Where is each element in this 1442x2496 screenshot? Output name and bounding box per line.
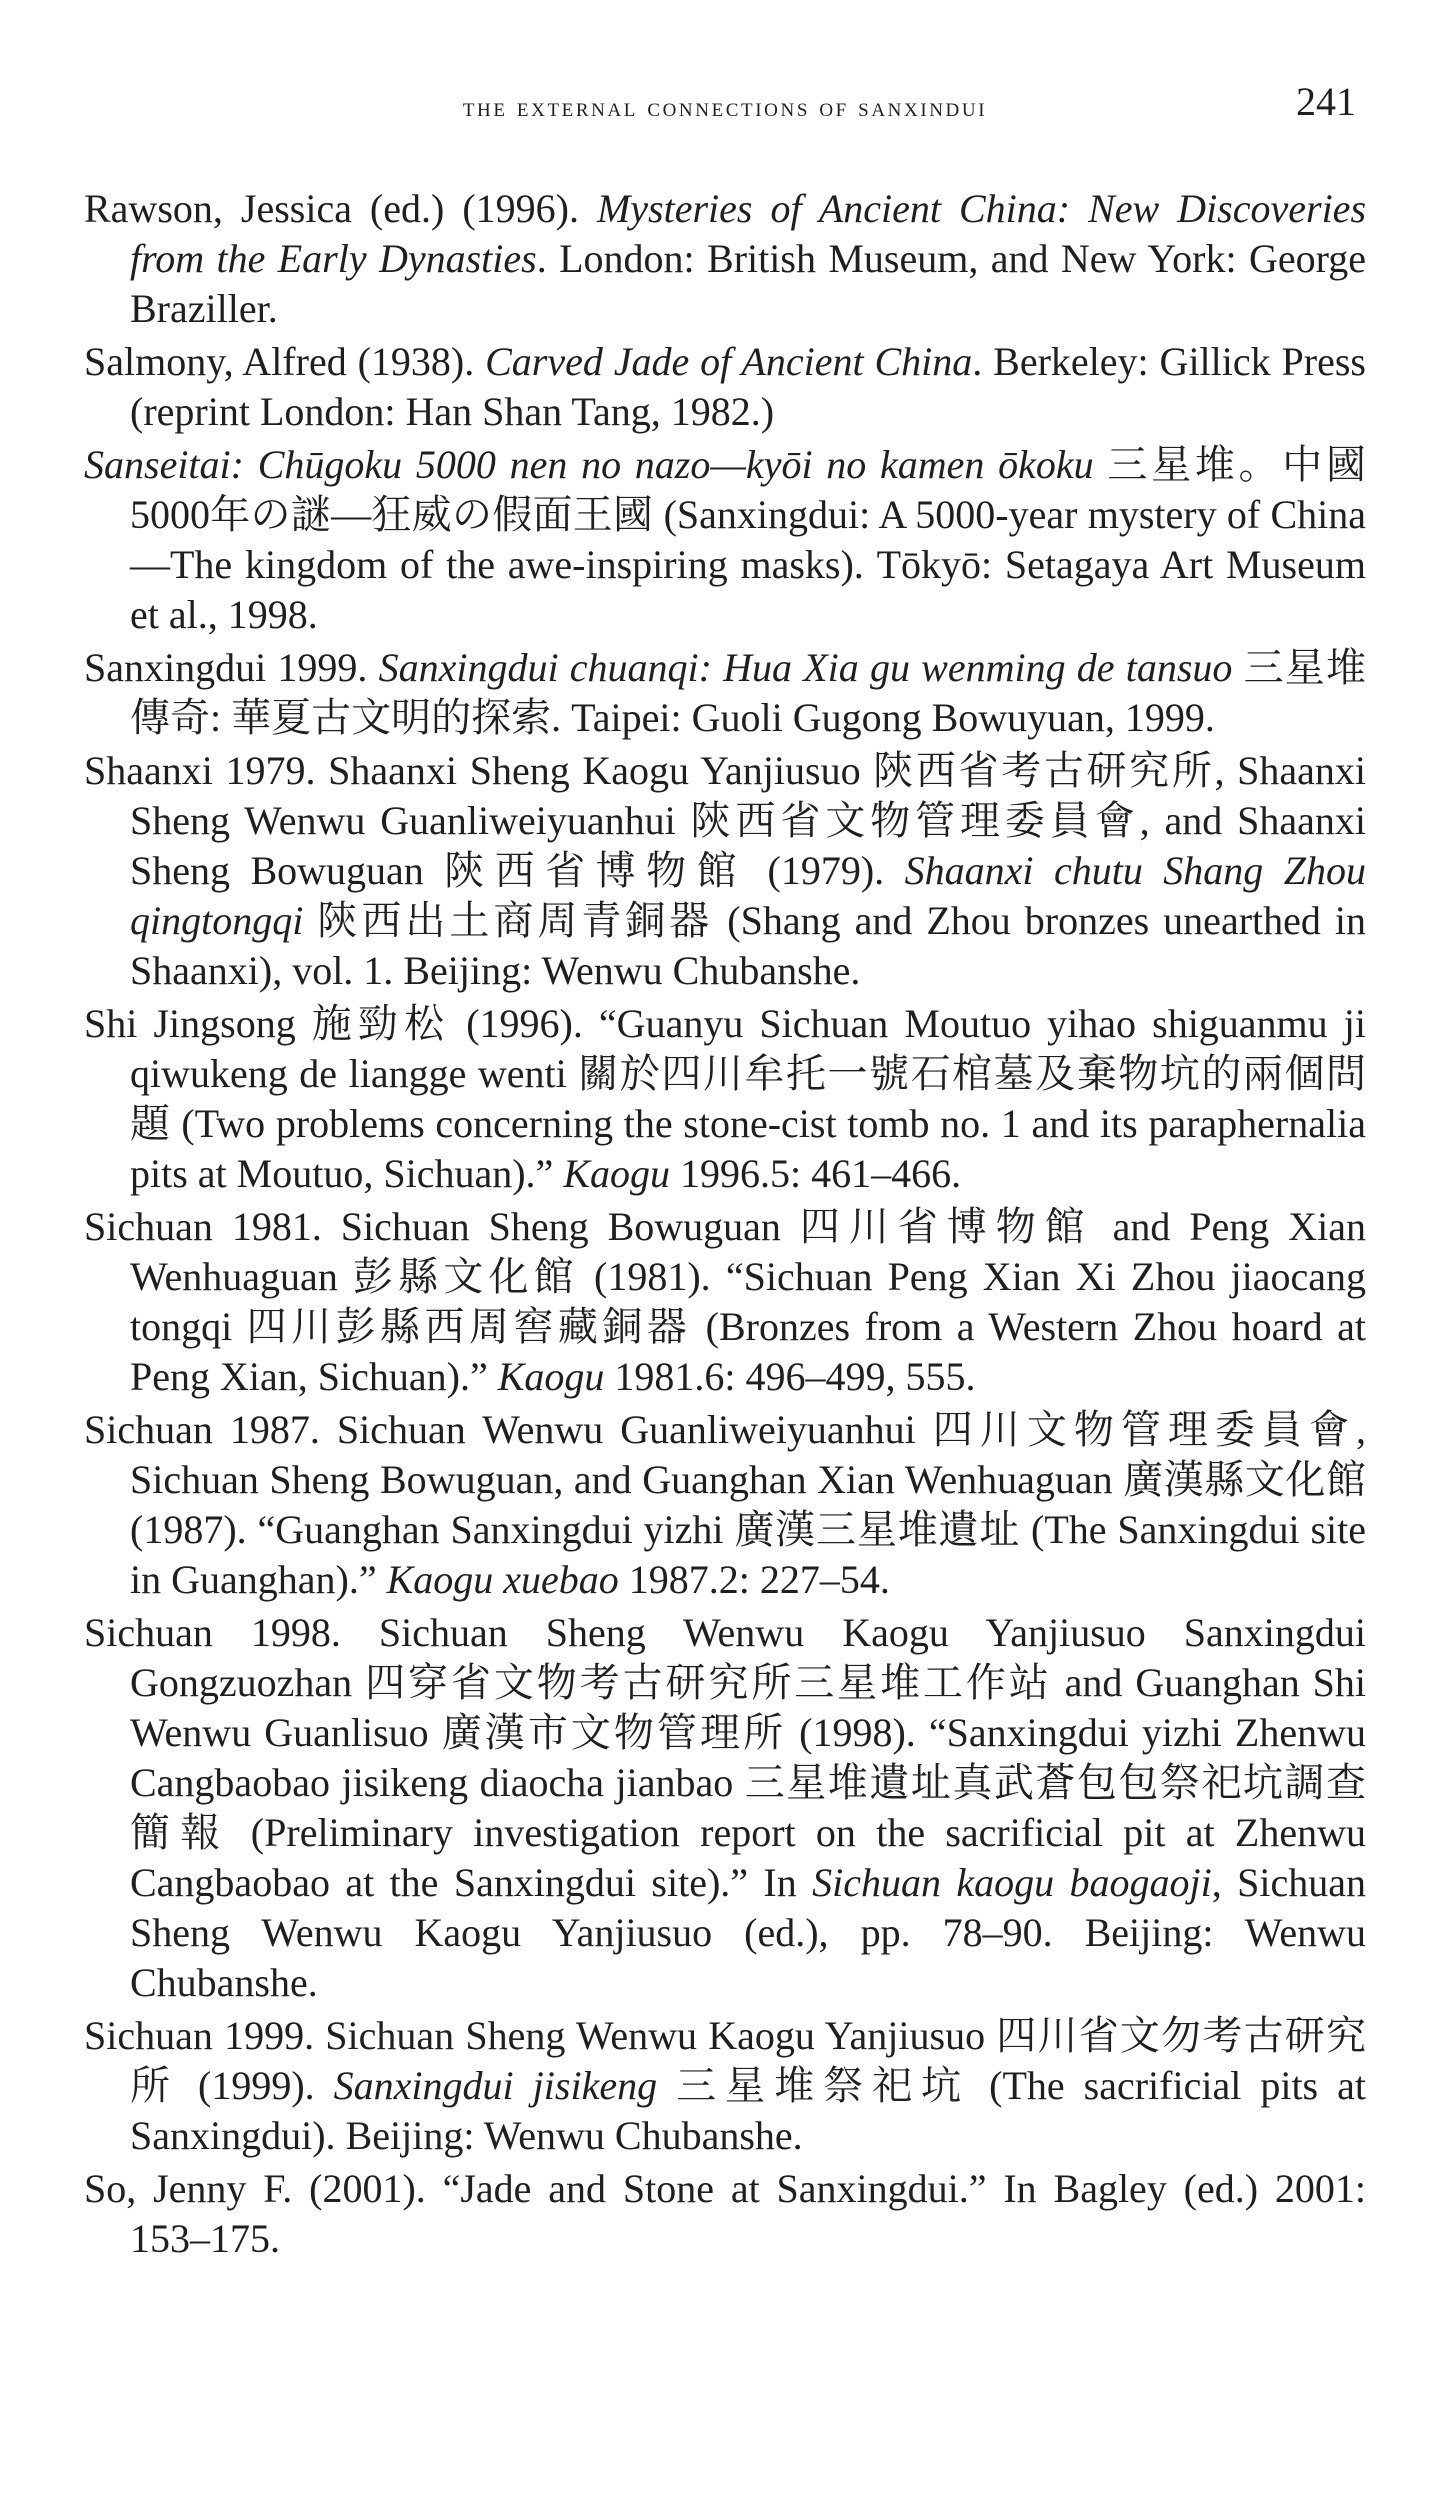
reference-text: Shi Jingsong 施勁松 (1996). “Guanyu Sichuan Moutuo yihao shiguanmu ji qiwukeng de liangge wenti 關於四川牟托一號石棺墓及棄物坑的兩個問題 (Two problems concerning the stone-cist tomb no. 1 and its paraphernalia pits at Moutuo, Sichuan).” (84, 1001, 1366, 1196)
reference-text: 1996.5: 461–466. (669, 1151, 962, 1196)
reference-text: 三星堆。中國5000年の謎—狂威の假面王國 (Sanxingdui: A 5000-year mystery of China—The kingdom of the awe-inspiring masks). Tōkyō: Setagaya Art Museum et al., 1998. (130, 442, 1366, 637)
reference-title: Sanxingdui chuanqi: Hua Xia gu wenming de tansuo (378, 645, 1233, 690)
reference-text: Salmony, Alfred (1938). (84, 339, 486, 384)
reference-text: Sichuan 1987. Sichuan Wenwu Guanliweiyuanhui 四川文物管理委員會, Sichuan Sheng Bowuguan, and Guanghan Xian Wenhuaguan 廣漢縣文化館 (1987). “Guanghan Sanxingdui yizhi 廣漢三星堆遺址 (The Sanxingdui site in Guanghan).” (84, 1407, 1366, 1602)
reference-entry (84, 746, 1366, 996)
running-title: the external connections of sanxindui (462, 92, 988, 122)
reference-title: Sanseitai: Chūgoku 5000 nen no nazo—kyōi no kamen ōkoku (84, 442, 1094, 487)
reference-entry (84, 1202, 1366, 1402)
reference-title: Kaogu (497, 1354, 605, 1399)
reference-title: Mysteries of Ancient China: New Discoveries from the Early Dynasties (130, 186, 1367, 281)
reference-title: Kaogu xuebao (386, 1557, 619, 1602)
reference-text: 三星堆祭祀坑 (The sacrificial pits at Sanxingdui). Beijing: Wenwu Chubanshe. (130, 2063, 1367, 2158)
reference-text: 1981.6: 496–499, 555. (604, 1354, 976, 1399)
reference-title: Sanxingdui jisikeng (333, 2063, 658, 2108)
reference-title: Kaogu (563, 1151, 670, 1196)
reference-text: Sichuan 1998. Sichuan Sheng Wenwu Kaogu Yanjiusuo Sanxingdui Gongzuozhan 四穿省文物考古研究所三星堆工作站 and Guanghan Shi Wenwu Guanlisuo 廣漢市文物管理所 (1998). “Sanxingdui yizhi Zhenwu Cangbaobao jisikeng diaocha jianbao 三星堆遺址真武蒼包包祭祀坑調查簡報 (Preliminary investigation report on the sacrificial pit at Zhenwu Cangbaobao at the Sanxingdui site).” In (84, 1610, 1366, 1905)
reference-entry (84, 999, 1366, 1199)
reference-title: Carved Jade of Ancient China (485, 339, 973, 384)
reference-entry (84, 440, 1366, 640)
reference-text: 1987.2: 227–54. (618, 1557, 890, 1602)
reference-list (84, 184, 1366, 2267)
reference-entry (84, 2011, 1366, 2161)
reference-text: Rawson, Jessica (ed.) (1996). (84, 186, 597, 231)
reference-entry (84, 337, 1366, 437)
reference-entry (84, 2164, 1366, 2264)
reference-text: 陝西出土商周青銅器 (Shang and Zhou bronzes unearthed in Shaanxi), vol. 1. Beijing: Wenwu Chubanshe. (130, 898, 1366, 993)
reference-text: Shaanxi 1979. Shaanxi Sheng Kaogu Yanjiusuo 陝西省考古研究所, Shaanxi Sheng Wenwu Guanliweiyuanhui 陝西省文物管理委員會, and Shaanxi Sheng Bowuguan 陝西省博物館 (1979). (84, 748, 1366, 893)
reference-text: Sanxingdui 1999. (84, 645, 379, 690)
reference-text: , Sichuan Sheng Wenwu Kaogu Yanjiusuo (ed.), pp. 78–90. Beijing: Wenwu Chubanshe. (130, 1860, 1366, 2005)
reference-title: Shaanxi chutu Shang Zhou qingtongqi (130, 848, 1367, 943)
reference-title: Sichuan kaogu baogaoji (812, 1860, 1212, 1905)
reference-entry (84, 643, 1366, 743)
reference-text: So, Jenny F. (2001). “Jade and Stone at Sanxingdui.” In Bagley (ed.) 2001: 153–175. (84, 2166, 1366, 2261)
reference-entry (84, 1405, 1366, 1605)
page-number: 241 (1296, 79, 1356, 124)
reference-entry (84, 1608, 1366, 2008)
reference-entry (84, 184, 1366, 334)
running-head (84, 78, 1366, 128)
reference-text: Sichuan 1981. Sichuan Sheng Bowuguan 四川省博物館 and Peng Xian Wenhuaguan 彭縣文化館 (1981). “Sichuan Peng Xian Xi Zhou jiaocang tongqi 四川彭縣西周窖藏銅器 (Bronzes from a Western Zhou hoard at Peng Xian, Sichuan).” (84, 1204, 1366, 1399)
reference-text: . London: British Museum, and New York: George Braziller. (130, 236, 1366, 331)
reference-text: . Berkeley: Gillick Press (reprint London: Han Shan Tang, 1982.) (130, 339, 1366, 434)
reference-text: Sichuan 1999. Sichuan Sheng Wenwu Kaogu Yanjiusuo 四川省文勿考古研究所 (1999). (84, 2013, 1366, 2108)
reference-text: 三星堆傳奇: 華夏古文明的探索. Taipei: Guoli Gugong Bowuyuan, 1999. (130, 645, 1366, 740)
